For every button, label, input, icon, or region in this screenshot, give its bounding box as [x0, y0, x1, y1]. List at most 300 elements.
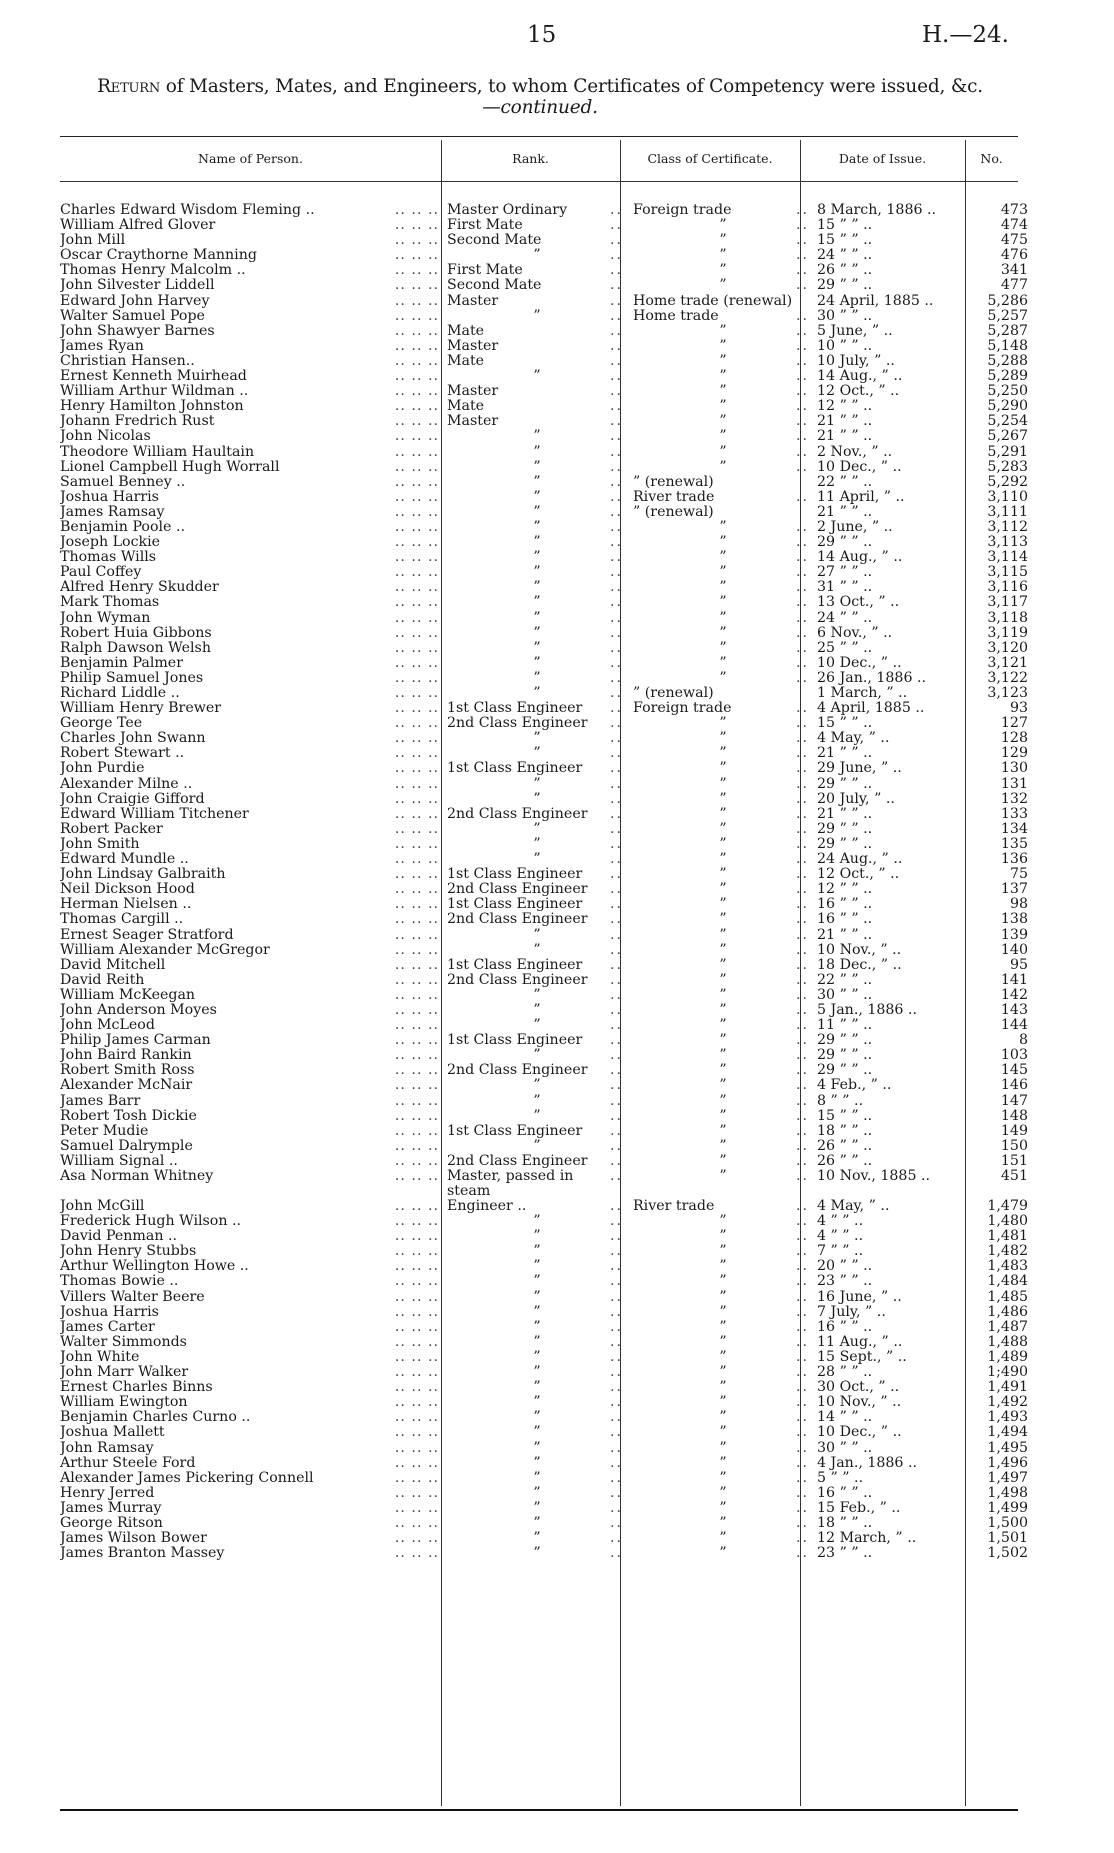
cell-name-text: Robert Packer	[60, 821, 163, 837]
cell-rank-text: Master	[447, 338, 499, 354]
leader-dots: .. .. ..	[394, 1365, 439, 1381]
cell-rank	[441, 1335, 627, 1350]
cell-rank	[441, 973, 627, 988]
cell-date	[813, 1456, 977, 1471]
leader-dots: .. .. ..	[394, 1531, 439, 1547]
cell-class	[627, 882, 813, 897]
cell-name-text: Arthur Wellington Howe ..	[60, 1259, 249, 1275]
column-header-no: No.	[980, 151, 1003, 166]
cell-name-text: James Barr	[60, 1093, 141, 1109]
cell-class-text: ”	[719, 353, 727, 369]
cell-no	[977, 686, 1031, 701]
leader-dots: ..	[609, 1138, 623, 1154]
leader-dots: .. .. ..	[394, 474, 439, 490]
title-continued: —continued.	[482, 97, 598, 118]
cell-date-text: 29 ” ” ..	[817, 821, 873, 837]
cell-date-text: 16 ” ” ..	[817, 912, 873, 928]
cell-no-text: 3,123	[987, 686, 1028, 701]
cell-rank-text: ”	[533, 1259, 541, 1275]
leader-dots: .. .. ..	[394, 489, 439, 505]
leader-dots: ..	[795, 1078, 809, 1094]
leader-dots: .. .. ..	[394, 610, 439, 626]
cell-rank-text: Mate	[447, 323, 485, 339]
leader-dots: .. .. ..	[394, 1319, 439, 1335]
cell-rank	[441, 520, 627, 535]
cell-name-text: Neil Dickson Hood	[60, 882, 195, 898]
leader-dots: ..	[609, 1410, 623, 1426]
cell-date-text: 24 ” ” ..	[817, 248, 873, 264]
leader-dots: .. .. ..	[394, 806, 439, 822]
cell-rank-text: ”	[533, 1440, 541, 1456]
cell-rank	[441, 1441, 627, 1456]
leader-dots: ..	[795, 655, 809, 671]
cell-class-text: ”	[719, 761, 727, 777]
leader-dots: ..	[609, 746, 623, 762]
cell-name	[60, 611, 441, 626]
cell-rank-text: ”	[533, 987, 541, 1003]
cell-no-text: 3,115	[987, 565, 1028, 581]
cell-rank	[441, 822, 627, 837]
leader-dots: .. .. ..	[394, 1425, 439, 1441]
leader-dots: .. .. ..	[394, 821, 439, 837]
cell-no-text: 3,114	[987, 550, 1028, 566]
cell-date-text: 24 ” ” ..	[817, 610, 873, 626]
table-row	[60, 505, 1031, 520]
leader-dots: .. .. ..	[394, 776, 439, 792]
cell-no-text: 131	[1000, 776, 1028, 792]
cell-name-text: Ralph Dawson Welsh	[60, 640, 211, 656]
cell-date-text: 5 Jan., 1886 ..	[817, 1002, 917, 1018]
cell-class	[627, 309, 813, 324]
cell-name	[60, 761, 441, 776]
leader-dots: .. .. ..	[394, 1093, 439, 1109]
cell-no	[977, 1259, 1031, 1274]
cell-date	[813, 248, 977, 263]
cell-name-text: David Reith	[60, 972, 145, 988]
leader-dots: .. .. ..	[394, 701, 439, 717]
cell-name-text: John Craigie Gifford	[60, 791, 205, 807]
table-row	[60, 746, 1031, 761]
cell-no	[977, 897, 1031, 912]
cell-date	[813, 1139, 977, 1154]
cell-no-text: 141	[1000, 972, 1028, 988]
cell-rank	[441, 1501, 627, 1516]
cell-name	[60, 1199, 441, 1214]
cell-rank-text: ”	[533, 1365, 541, 1381]
cell-no-text: 3,119	[987, 625, 1028, 641]
cell-rank-text: ”	[533, 1395, 541, 1411]
cell-name-text: James Carter	[60, 1319, 155, 1335]
cell-class-text: ”	[719, 1229, 727, 1245]
cell-rank-text: ”	[533, 1455, 541, 1471]
table-row	[60, 203, 1031, 218]
cell-date	[813, 1305, 977, 1320]
leader-dots: ..	[609, 987, 623, 1003]
cell-date	[813, 1365, 977, 1380]
leader-dots: .. .. ..	[394, 686, 439, 701]
cell-date	[813, 912, 977, 927]
cell-date	[813, 1154, 977, 1169]
cell-class	[627, 1456, 813, 1471]
cell-class	[627, 792, 813, 807]
cell-name-text: Ernest Seager Stratford	[60, 927, 234, 943]
cell-date	[813, 822, 977, 837]
cell-rank	[441, 384, 627, 399]
leader-dots: ..	[609, 248, 623, 264]
table-row	[60, 1365, 1031, 1380]
cell-class	[627, 1441, 813, 1456]
cell-no	[977, 475, 1031, 490]
cell-name	[60, 988, 441, 1003]
cell-date	[813, 490, 977, 505]
cell-class	[627, 1094, 813, 1109]
cell-no-text: 5,288	[987, 353, 1028, 369]
cell-rank-text: ”	[533, 942, 541, 958]
cell-rank	[441, 1109, 627, 1124]
cell-date	[813, 611, 977, 626]
cell-date	[813, 1124, 977, 1139]
cell-no	[977, 807, 1031, 822]
cell-class-text: ”	[719, 1093, 727, 1109]
leader-dots: .. .. ..	[394, 1440, 439, 1456]
leader-dots: .. .. ..	[394, 912, 439, 928]
leader-dots: .. .. ..	[394, 550, 439, 566]
cell-date-text: 6 Nov., ” ..	[817, 625, 893, 641]
cell-rank	[441, 1139, 627, 1154]
leader-dots: .. .. ..	[394, 504, 439, 520]
header-rule	[60, 181, 1018, 182]
table-row	[60, 912, 1031, 927]
cell-name-text: Joshua Harris	[60, 489, 159, 505]
leader-dots: ..	[609, 821, 623, 837]
leader-dots: .. .. ..	[394, 1214, 439, 1230]
cell-no	[977, 1109, 1031, 1124]
cell-rank-text: 1st Class Engineer	[447, 1033, 583, 1049]
cell-rank-text: ”	[533, 248, 541, 264]
cell-no-text: 1,498	[987, 1485, 1028, 1501]
cell-class-text: ”	[719, 444, 727, 460]
cell-no	[977, 445, 1031, 460]
cell-name-text: William Signal ..	[60, 1153, 178, 1169]
cell-no	[977, 278, 1031, 293]
cell-name-text: John Anderson Moyes	[60, 1002, 217, 1018]
cell-date-text: 25 ” ” ..	[817, 640, 873, 656]
cell-no-text: 1,482	[987, 1244, 1028, 1260]
cell-no-text: 5,286	[987, 293, 1028, 309]
cell-name-text: John Purdie	[60, 761, 145, 777]
cell-rank	[441, 294, 627, 309]
cell-rank	[441, 369, 627, 384]
cell-class	[627, 1169, 813, 1199]
cell-date	[813, 1425, 977, 1440]
cell-rank-text: ”	[533, 489, 541, 505]
cell-class	[627, 1531, 813, 1546]
cell-name-text: William McKeegan	[60, 987, 196, 1003]
cell-class	[627, 399, 813, 414]
leader-dots: ..	[795, 1410, 809, 1426]
cell-name	[60, 203, 441, 218]
leader-dots: ..	[795, 565, 809, 581]
cell-date	[813, 1199, 977, 1214]
cell-no	[977, 822, 1031, 837]
cell-date-text: 4 Jan., 1886 ..	[817, 1455, 917, 1471]
cell-no	[977, 716, 1031, 731]
leader-dots: .. .. ..	[394, 595, 439, 611]
table-bottom-rule	[60, 1809, 1018, 1811]
cell-no	[977, 777, 1031, 792]
cell-name-text: John Nicolas	[60, 429, 151, 445]
cell-date-text: 30 ” ” ..	[817, 1440, 873, 1456]
leader-dots: .. .. ..	[394, 731, 439, 747]
table-row	[60, 278, 1031, 293]
cell-no	[977, 1274, 1031, 1289]
leader-dots: .. .. ..	[394, 1334, 439, 1350]
cell-no	[977, 263, 1031, 278]
cell-name	[60, 1033, 441, 1048]
cell-class	[627, 1395, 813, 1410]
cell-class-text: ”	[719, 625, 727, 641]
cell-name	[60, 429, 441, 444]
cell-date	[813, 1380, 977, 1395]
cell-no-text: 1,494	[987, 1425, 1028, 1441]
cell-name	[60, 716, 441, 731]
leader-dots: ..	[795, 1259, 809, 1275]
leader-dots: ..	[795, 1470, 809, 1486]
cell-rank	[441, 1154, 627, 1169]
table-body	[60, 203, 1031, 1561]
table-row	[60, 761, 1031, 776]
cell-rank-text: ”	[533, 852, 541, 868]
cell-rank	[441, 731, 627, 746]
cell-rank-text: Master Ordinary	[447, 203, 568, 218]
leader-dots: ..	[795, 852, 809, 868]
cell-name-text: Walter Samuel Pope	[60, 308, 205, 324]
cell-no-text: 5,267	[987, 429, 1028, 445]
cell-no-text: 129	[1000, 746, 1028, 762]
cell-no-text: 3,118	[987, 610, 1028, 626]
cell-name	[60, 746, 441, 761]
leader-dots: .. .. ..	[394, 716, 439, 732]
cell-name	[60, 1214, 441, 1229]
cell-rank	[441, 686, 627, 701]
cell-date-text: 4 Feb., ” ..	[817, 1078, 892, 1094]
cell-date-text: 8 ” ” ..	[817, 1093, 864, 1109]
leader-dots: ..	[609, 1274, 623, 1290]
cell-no	[977, 309, 1031, 324]
table-row	[60, 1048, 1031, 1063]
cell-name-text: Alexander Milne ..	[60, 776, 193, 792]
cell-name	[60, 928, 441, 943]
cell-no	[977, 1486, 1031, 1501]
cell-class-text: ”	[719, 1395, 727, 1411]
cell-class	[627, 294, 813, 309]
leader-dots: ..	[609, 519, 623, 535]
table-row	[60, 1516, 1031, 1531]
cell-rank-text: ”	[533, 1319, 541, 1335]
cell-rank	[441, 1124, 627, 1139]
cell-name-text: John Lindsay Galbraith	[60, 867, 226, 883]
cell-no	[977, 671, 1031, 686]
cell-date	[813, 1033, 977, 1048]
leader-dots: ..	[609, 1515, 623, 1531]
cell-rank-text: Master	[447, 293, 499, 309]
cell-rank	[441, 218, 627, 233]
leader-dots: .. .. ..	[394, 1199, 439, 1214]
leader-dots: ..	[795, 791, 809, 807]
cell-date-text: 4 ” ” ..	[817, 1214, 864, 1230]
cell-no	[977, 867, 1031, 882]
cell-date	[813, 761, 977, 776]
leader-dots: ..	[795, 1365, 809, 1381]
leader-dots: .. .. ..	[394, 972, 439, 988]
cell-name	[60, 1109, 441, 1124]
leader-dots: ..	[795, 369, 809, 385]
cell-name-text: Benjamin Poole ..	[60, 519, 185, 535]
cell-class-text: ”	[719, 836, 727, 852]
table-row	[60, 822, 1031, 837]
cell-rank-text: ”	[533, 1546, 541, 1562]
cell-name	[60, 1516, 441, 1531]
cell-date-text: 24 Aug., ” ..	[817, 852, 903, 868]
cell-class	[627, 520, 813, 535]
leader-dots: .. .. ..	[394, 278, 439, 294]
page-title	[60, 76, 1020, 118]
cell-rank	[441, 882, 627, 897]
cell-class	[627, 414, 813, 429]
cell-name	[60, 565, 441, 580]
cell-no-text: 5,148	[987, 338, 1028, 354]
cell-class	[627, 626, 813, 641]
leader-dots: .. .. ..	[394, 1108, 439, 1124]
leader-dots: ..	[609, 882, 623, 898]
cell-class	[627, 445, 813, 460]
table-row	[60, 701, 1031, 716]
cell-name	[60, 837, 441, 852]
table-row	[60, 263, 1031, 278]
cell-name	[60, 792, 441, 807]
table-row	[60, 1471, 1031, 1486]
cell-no	[977, 1048, 1031, 1063]
cell-date	[813, 958, 977, 973]
cell-date	[813, 1078, 977, 1093]
cell-rank-text: Second Mate	[447, 233, 542, 249]
cell-class-text: ”	[719, 791, 727, 807]
document-code: H.—24.	[922, 22, 1009, 48]
cell-date	[813, 1471, 977, 1486]
cell-name-text: Alfred Henry Skudder	[60, 580, 219, 596]
cell-name-text: Arthur Steele Ford	[60, 1455, 196, 1471]
cell-rank	[441, 1305, 627, 1320]
cell-name-text: George Tee	[60, 716, 143, 732]
cell-rank	[441, 897, 627, 912]
cell-rank	[441, 1380, 627, 1395]
cell-no-text: 128	[1000, 731, 1028, 747]
cell-name	[60, 1063, 441, 1078]
leader-dots: ..	[795, 580, 809, 596]
cell-class-text: ”	[719, 278, 727, 294]
leader-dots: ..	[609, 776, 623, 792]
cell-name-text: Asa Norman Whitney	[60, 1169, 214, 1184]
cell-class	[627, 837, 813, 852]
cell-rank-text: ”	[533, 640, 541, 656]
cell-name-text: John Smith	[60, 836, 140, 852]
cell-class	[627, 1214, 813, 1229]
cell-date	[813, 897, 977, 912]
table-row	[60, 475, 1031, 490]
cell-rank	[441, 656, 627, 671]
leader-dots: ..	[795, 489, 809, 505]
table-row	[60, 1078, 1031, 1093]
cell-class-text: ”	[719, 1169, 727, 1184]
leader-dots: ..	[609, 1485, 623, 1501]
leader-dots: .. .. ..	[394, 1395, 439, 1411]
cell-no-text: 477	[1000, 278, 1028, 294]
cell-class-text: ”	[719, 580, 727, 596]
cell-name	[60, 263, 441, 278]
table-row	[60, 1425, 1031, 1440]
cell-class-text: ”	[719, 716, 727, 732]
cell-name	[60, 1335, 441, 1350]
leader-dots: ..	[609, 489, 623, 505]
leader-dots: ..	[795, 836, 809, 852]
cell-no-text: 476	[1000, 248, 1028, 264]
cell-no	[977, 1169, 1031, 1199]
cell-name	[60, 1425, 441, 1440]
leader-dots: ..	[609, 1289, 623, 1305]
cell-class	[627, 1033, 813, 1048]
leader-dots: .. .. ..	[394, 640, 439, 656]
cell-no	[977, 580, 1031, 595]
cell-name-text: Paul Coffey	[60, 565, 142, 581]
cell-name	[60, 912, 441, 927]
cell-name	[60, 460, 441, 475]
cell-class-text: ”	[719, 1485, 727, 1501]
cell-rank-text: ”	[533, 1108, 541, 1124]
cell-no-text: 5,254	[987, 414, 1028, 430]
leader-dots: ..	[609, 1123, 623, 1139]
leader-dots: .. .. ..	[394, 338, 439, 354]
cell-class	[627, 807, 813, 822]
cell-class-text: ”	[719, 1138, 727, 1154]
cell-class-text: ”	[719, 429, 727, 445]
cell-date	[813, 445, 977, 460]
cell-no-text: 139	[1000, 927, 1028, 943]
cell-rank-text: ”	[533, 625, 541, 641]
cell-name	[60, 1305, 441, 1320]
cell-date	[813, 354, 977, 369]
cell-no	[977, 973, 1031, 988]
table-row	[60, 1033, 1031, 1048]
cell-class-text: ”	[719, 1033, 727, 1049]
leader-dots: .. .. ..	[394, 1349, 439, 1365]
cell-class-text: ” (renewal)	[633, 504, 714, 520]
cell-no	[977, 1199, 1031, 1214]
table-row	[60, 1410, 1031, 1425]
cell-no-text: 3,113	[987, 535, 1028, 551]
table-row	[60, 354, 1031, 369]
cell-class	[627, 1078, 813, 1093]
cell-name-text: Joshua Harris	[60, 1304, 159, 1320]
cell-no-text: 130	[1000, 761, 1028, 777]
table-row	[60, 595, 1031, 610]
leader-dots: ..	[609, 686, 623, 701]
leader-dots: ..	[795, 610, 809, 626]
cell-class	[627, 580, 813, 595]
table-row	[60, 852, 1031, 867]
cell-no-text: 5,290	[987, 399, 1028, 415]
cell-class-text: ”	[719, 1455, 727, 1471]
cell-date-text: 22 ” ” ..	[817, 474, 873, 490]
